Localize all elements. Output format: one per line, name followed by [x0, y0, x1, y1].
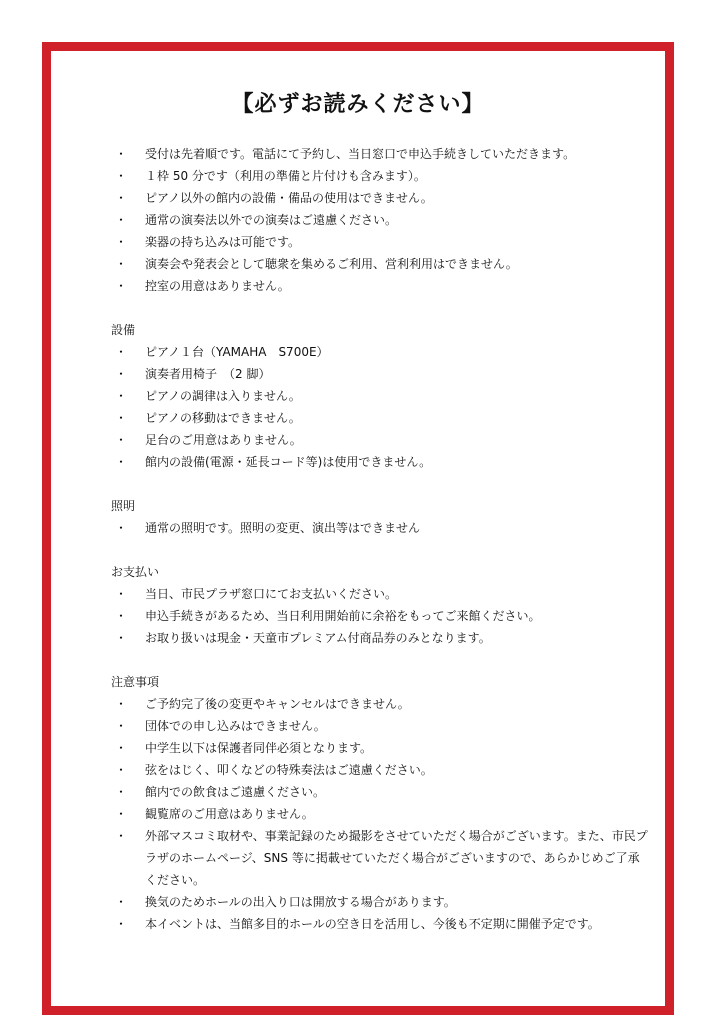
- list-item: [111, 715, 651, 737]
- list-item: [111, 583, 651, 605]
- list-item-text: 通常の照明です。照明の変更、演出等はできません: [145, 521, 421, 535]
- bullet: ・: [115, 763, 128, 777]
- list-item: [111, 143, 651, 165]
- bullet: ・: [115, 235, 128, 249]
- list-item: [111, 451, 651, 473]
- list-item: [111, 363, 651, 385]
- bullet: ・: [115, 631, 128, 645]
- bullet: ・: [115, 433, 128, 447]
- list-item-text: 演奏会や発表会として聴衆を集めるご利用、営利利用はできません。: [145, 257, 518, 271]
- bullet: ・: [115, 829, 128, 843]
- list-item: [111, 275, 651, 297]
- list-item: [111, 759, 651, 781]
- list-item: [111, 693, 651, 715]
- payment-list: [111, 583, 651, 649]
- notes-list: [111, 693, 651, 935]
- list-item: [111, 341, 651, 363]
- list-item-text: ご予約完了後の変更やキャンセルはできません。: [145, 697, 410, 711]
- list-item: [111, 517, 651, 539]
- list-item: [111, 891, 651, 913]
- page-title: 【必ずお読みください】: [231, 92, 485, 117]
- section-heading-payment: お支払い: [111, 565, 160, 579]
- bullet: ・: [115, 609, 128, 623]
- list-item-text: 団体での申し込みはできません。: [145, 719, 326, 733]
- list-item-text: ピアノ１台（YAMAHA S700E）: [145, 345, 329, 359]
- list-item-text: ピアノの移動はできません。: [145, 411, 301, 425]
- lighting-list: [111, 517, 651, 539]
- list-item-text: 観覧席のご用意はありません。: [145, 807, 314, 821]
- list-item-text: 当日、市民プラザ窓口にてお支払いください。: [145, 587, 398, 601]
- bullet: ・: [115, 895, 128, 909]
- list-item: [111, 803, 651, 825]
- bullet: ・: [115, 257, 128, 271]
- bullet: ・: [115, 169, 128, 183]
- bullet: ・: [115, 213, 128, 227]
- list-item-text: 受付は先着順です。電話にて予約し、当日窓口で申込手続きしていただきます。: [145, 147, 576, 161]
- list-item: [111, 913, 651, 935]
- bullet: ・: [115, 587, 128, 601]
- list-item: [111, 187, 651, 209]
- list-item: [111, 165, 651, 187]
- bullet: ・: [115, 389, 128, 403]
- section-heading-lighting: 照明: [111, 499, 136, 513]
- list-item: [111, 781, 651, 803]
- list-item-text: 申込手続きがあるため、当日利用開始前に余裕をもってご来館ください。: [145, 609, 541, 623]
- list-item: [111, 825, 651, 891]
- bullet: ・: [115, 147, 128, 161]
- list-item-text: 控室の用意はありません。: [145, 279, 290, 293]
- list-item-text: 楽器の持ち込みは可能です。: [145, 235, 301, 249]
- list-item-text: 館内での飲食はご遠慮ください。: [145, 785, 326, 799]
- bullet: ・: [115, 741, 128, 755]
- bullet: ・: [115, 719, 128, 733]
- list-item-text: 換気のためホールの出入り口は開放する場合があります。: [145, 895, 456, 909]
- section-heading-notes: 注意事項: [111, 675, 160, 689]
- list-item-text: 館内の設備(電源・延長コード等)は使用できません。: [145, 455, 432, 469]
- list-item-text: ピアノ以外の館内の設備・備品の使用はできません。: [145, 191, 433, 205]
- list-item-text: 外部マスコミ取材や、事業記録のため撮影をさせていただく場合がございます。また、市民プラザのホームページ、SNS 等に掲載せていただく場合がございますので、あらかじめご了承ください。: [145, 829, 648, 887]
- list-item: [111, 407, 651, 429]
- list-item-text: 本イベントは、当館多目的ホールの空き日を活用し、今後も不定期に開催予定です。: [145, 917, 600, 931]
- list-item-text: １枠 50 分です（利用の準備と片付けも含みます）。: [145, 169, 426, 183]
- bullet: ・: [115, 807, 128, 821]
- list-item-text: 弦をはじく、叩くなどの特殊奏法はご遠慮ください。: [145, 763, 433, 777]
- bullet: ・: [115, 279, 128, 293]
- bullet: ・: [115, 411, 128, 425]
- bullet: ・: [115, 455, 128, 469]
- bullet: ・: [115, 521, 128, 535]
- list-item: [111, 737, 651, 759]
- intro-list: [111, 143, 651, 297]
- list-item: [111, 253, 651, 275]
- list-item-text: お取り扱いは現金・天童市プレミアム付商品券のみとなります。: [145, 631, 491, 645]
- list-item: [111, 209, 651, 231]
- equipment-list: [111, 341, 651, 473]
- bullet: ・: [115, 785, 128, 799]
- list-item-text: 通常の演奏法以外での演奏はご遠慮ください。: [145, 213, 398, 227]
- list-item-text: ピアノの調律は入りません。: [145, 389, 301, 403]
- list-item: [111, 605, 651, 627]
- list-item: [111, 627, 651, 649]
- list-item: [111, 429, 651, 451]
- section-heading-equipment: 設備: [111, 323, 136, 337]
- list-item-text: 中学生以下は保護者同伴必須となります。: [145, 741, 373, 755]
- list-item: [111, 231, 651, 253]
- bullet: ・: [115, 345, 128, 359]
- bullet: ・: [115, 367, 128, 381]
- bullet: ・: [115, 697, 128, 711]
- document-frame: [42, 42, 674, 1015]
- list-item-text: 演奏者用椅子 （2 脚）: [145, 367, 271, 381]
- list-item: [111, 385, 651, 407]
- notice-content: [111, 143, 651, 935]
- bullet: ・: [115, 191, 128, 205]
- bullet: ・: [115, 917, 128, 931]
- list-item-text: 足台のご用意はありません。: [145, 433, 302, 447]
